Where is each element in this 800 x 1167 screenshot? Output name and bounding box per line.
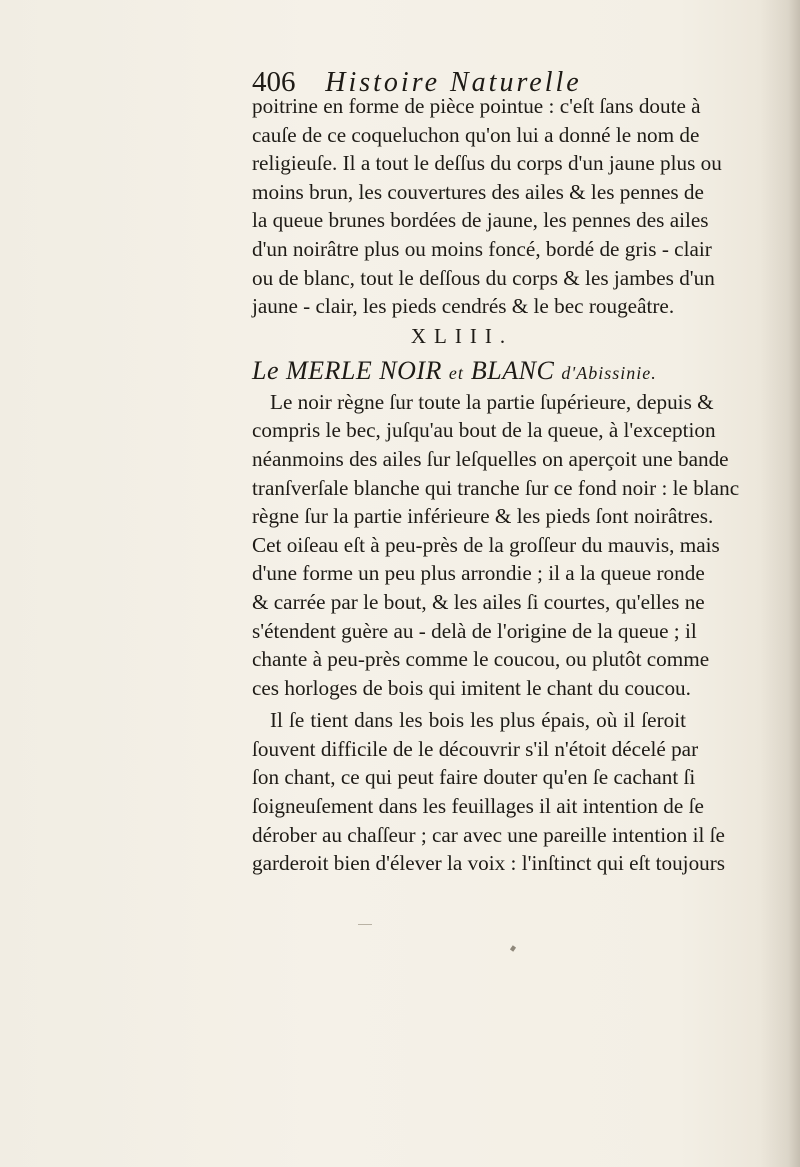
text-line: d'une forme un peu plus arrondie ; il a la queue ronde [252, 561, 705, 586]
paragraph-3 [252, 706, 726, 878]
text-line: garderoit bien d'élever la voix : l'inſtinct qui eſt toujours [252, 851, 726, 876]
text-line: d'un noirâtre plus ou moins foncé, bordé de gris - clair [252, 236, 712, 261]
text-line: Il ſe tient dans les bois les plus épais, où il ſeroit [270, 708, 686, 733]
text-line: néanmoins des ailes ſur leſquelles on aperçoit une bande [252, 446, 729, 471]
section-title-part: Le MERLE NOIR [252, 355, 442, 385]
section-title [252, 352, 686, 388]
paragraph-1 [252, 92, 722, 321]
text-line: s'étendent guère au - delà de l'origine de la queue ; il [252, 618, 697, 643]
text-line: religieuſe. Il a tout le deſſus du corps d'un jaune plus ou [252, 151, 722, 176]
section-title-part: BLANC [470, 355, 555, 385]
page-number: 406 [252, 66, 296, 98]
page-edge-shadow [760, 0, 800, 1167]
paragraph-2 [252, 388, 740, 703]
text-line: & carrée par le bout, & les ailes ſi courtes, qu'elles ne [252, 589, 705, 614]
text-line: ces horloges de bois qui imitent le chant du coucou. [252, 675, 691, 700]
text-line: poitrine en forme de pièce pointue : c'eſt ſans doute à [252, 94, 701, 118]
body-text [252, 92, 740, 878]
text-line: la queue brunes bordées de jaune, les pennes des ailes [252, 208, 709, 233]
text-line: règne ſur la partie inférieure & les pieds ſont noirâtres. [252, 504, 714, 529]
section-number: XLIII. [410, 323, 514, 348]
text-line: dérober au chaſſeur ; car avec une pareille intention il ſe [252, 822, 725, 847]
text-line: ou de blanc, tout le deſſous du corps & les jambes d'un [252, 265, 715, 290]
section-title-part: d'Abissinie. [561, 362, 657, 383]
text-line: ſon chant, ce qui peut faire douter qu'en ſe cachant ſi [252, 765, 696, 790]
text-line: jaune - clair, les pieds cendrés & le bec rougeâtre. [252, 294, 675, 319]
text-line: Le noir règne ſur toute la partie ſupérieure, depuis & [270, 389, 714, 414]
text-line: cauſe de ce coqueluchon qu'on lui a donné le nom de [252, 122, 700, 147]
page-blemish [358, 924, 372, 925]
text-line: tranſverſale blanche qui tranche ſur ce fond noir : le blanc [252, 475, 740, 500]
text-line: chante à peu-près comme le coucou, ou plutôt comme [252, 647, 710, 672]
text-line: ſouvent difficile de le découvrir s'il n'étoit décelé par [252, 736, 699, 761]
text-line: Cet oiſeau eſt à peu-près de la groſſeur du mauvis, mais [252, 532, 720, 557]
section-title-part: et [448, 362, 464, 383]
text-line: compris le bec, juſqu'au bout de la queue, à l'exception [252, 418, 716, 443]
text-line: ſoigneuſement dans les feuillages il ait intention de ſe [252, 794, 704, 819]
running-title: Histoire Naturelle [325, 67, 582, 98]
page-blemish [510, 945, 516, 951]
text-line: moins brun, les couvertures des ailes & les pennes de [252, 179, 704, 204]
